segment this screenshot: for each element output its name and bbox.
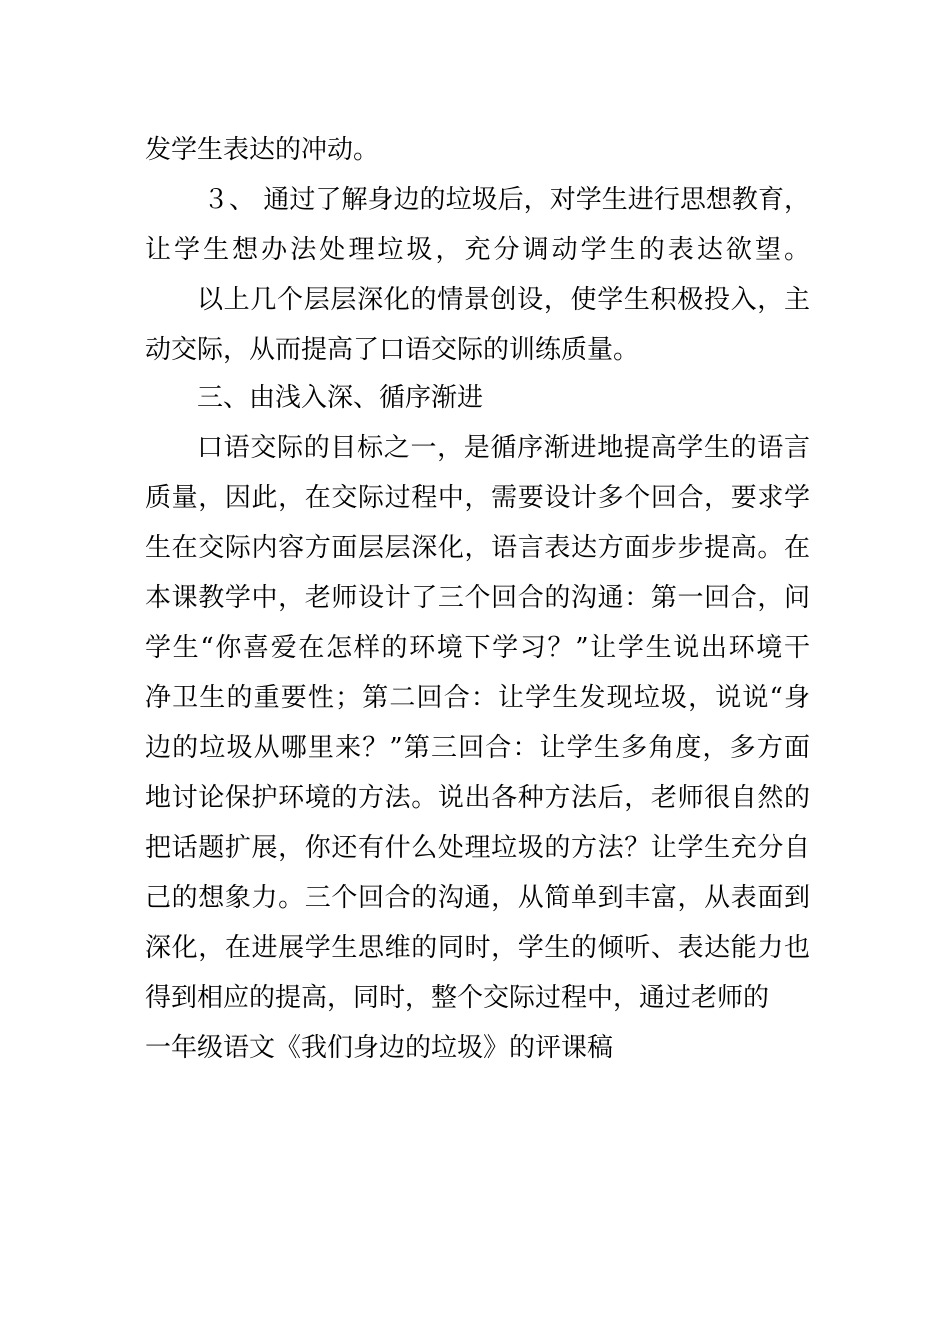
text-line: 净卫生的重要性；第二回合：让学生发现垃圾，说说“身 — [145, 683, 810, 713]
text-line: 地讨论保护环境的方法。说出各种方法后，老师很自然的 — [145, 783, 810, 813]
text-line: 口语交际的目标之一，是循序渐进地提高学生的语言 — [197, 433, 810, 463]
text-line: 生在交际内容方面层层深化，语言表达方面步步提高。在 — [145, 533, 810, 563]
text-line: 得到相应的提高，同时，整个交际过程中，通过老师的 — [145, 983, 770, 1013]
text-line: 质量，因此，在交际过程中，需要设计多个回合，要求学 — [145, 483, 810, 513]
text-line: 让学生想办法处理垃圾，充分调动学生的表达欲望。 — [145, 235, 810, 265]
text-line: 边的垃圾从哪里来？”第三回合：让学生多角度，多方面 — [145, 733, 810, 763]
text-line: 动交际，从而提高了口语交际的训练质量。 — [145, 335, 640, 365]
text-line: 学生“你喜爱在怎样的环境下学习？”让学生说出环境干 — [145, 633, 810, 663]
text-line: 把话题扩展，你还有什么处理垃圾的方法？让学生充分自 — [145, 833, 810, 863]
text-line: 发学生表达的冲动。 — [145, 135, 380, 165]
section-heading: 三、由浅入深、循序渐进 — [197, 383, 484, 413]
text-line: ３、 通过了解身边的垃圾后，对学生进行思想教育， — [203, 185, 810, 215]
text-line: 以上几个层层深化的情景创设，使学生积极投入，主 — [197, 285, 810, 315]
text-line: 深化，在进展学生思维的同时，学生的倾听、表达能力也 — [145, 933, 810, 963]
text-line: 本课教学中，老师设计了三个回合的沟通：第一回合，问 — [145, 583, 810, 613]
document-title-footer: 一年级语文《我们身边的垃圾》的评课稿 — [145, 1033, 614, 1063]
text-line: 己的想象力。三个回合的沟通，从简单到丰富，从表面到 — [145, 883, 810, 913]
